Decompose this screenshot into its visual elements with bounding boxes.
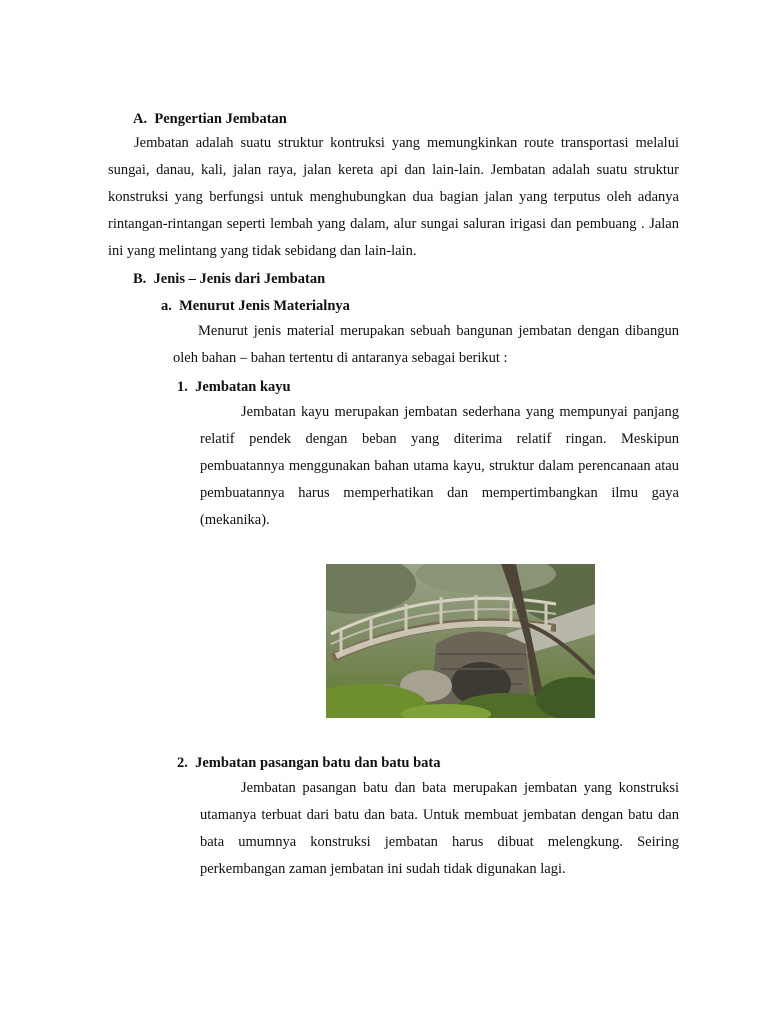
heading-menurut-jenis-material: a. Menurut Jenis Materialnya bbox=[161, 298, 350, 314]
paragraph-jembatan-batu-bata: Jembatan pasangan batu dan bata merupakan jembatan yang konstruksi utamanya terbuat dari batu dan bata. Untuk membuat jembatan dengan batu dan bata umumnya konstruksi jembatan harus dibuat melengkung. Seiring perkembangan zaman jembatan ini sudah tidak digunakan lagi. bbox=[200, 780, 679, 877]
paragraph-jembatan-kayu: Jembatan kayu merupakan jembatan sederhana yang mempunyai panjang relatif pendek dengan beban yang diterima relatif ringan. Meskipun pembuatannya menggunakan bahan utama kayu, struktur dalam perencanaan atau pembuatannya harus memperhatikan dan mempertimbangkan ilmu gaya (mekanika). bbox=[200, 404, 679, 528]
wooden-bridge-photo bbox=[326, 564, 595, 718]
heading-jenis-jembatan: B. Jenis – Jenis dari Jembatan bbox=[133, 271, 326, 287]
heading-jembatan-kayu: 1. Jembatan kayu bbox=[177, 379, 291, 395]
paragraph-material-intro: Menurut jenis material merupakan sebuah bangunan jembatan dengan dibangun oleh bahan – bahan tertentu di antaranya sebagai berikut : bbox=[173, 323, 679, 366]
paragraph-pengertian: Jembatan adalah suatu struktur kontruksi yang memungkinkan route transportasi melalui sungai, danau, kali, jalan raya, jalan kereta api dan lain-lain. Jembatan adalah suatu struktur konstruksi yang berfungsi untuk menghubungkan dua bagian jalan yang terputus oleh adanya rintangan-rintangan seperti lembah yang dalam, alur sungai saluran irigasi dan pembuang . Jalan ini yang melintang yang tidak sebidang dan lain-lain. bbox=[108, 135, 679, 259]
heading-pengertian-jembatan: A. Pengertian Jembatan bbox=[133, 111, 287, 127]
heading-jembatan-batu-bata: 2. Jembatan pasangan batu dan batu bata bbox=[177, 755, 441, 771]
